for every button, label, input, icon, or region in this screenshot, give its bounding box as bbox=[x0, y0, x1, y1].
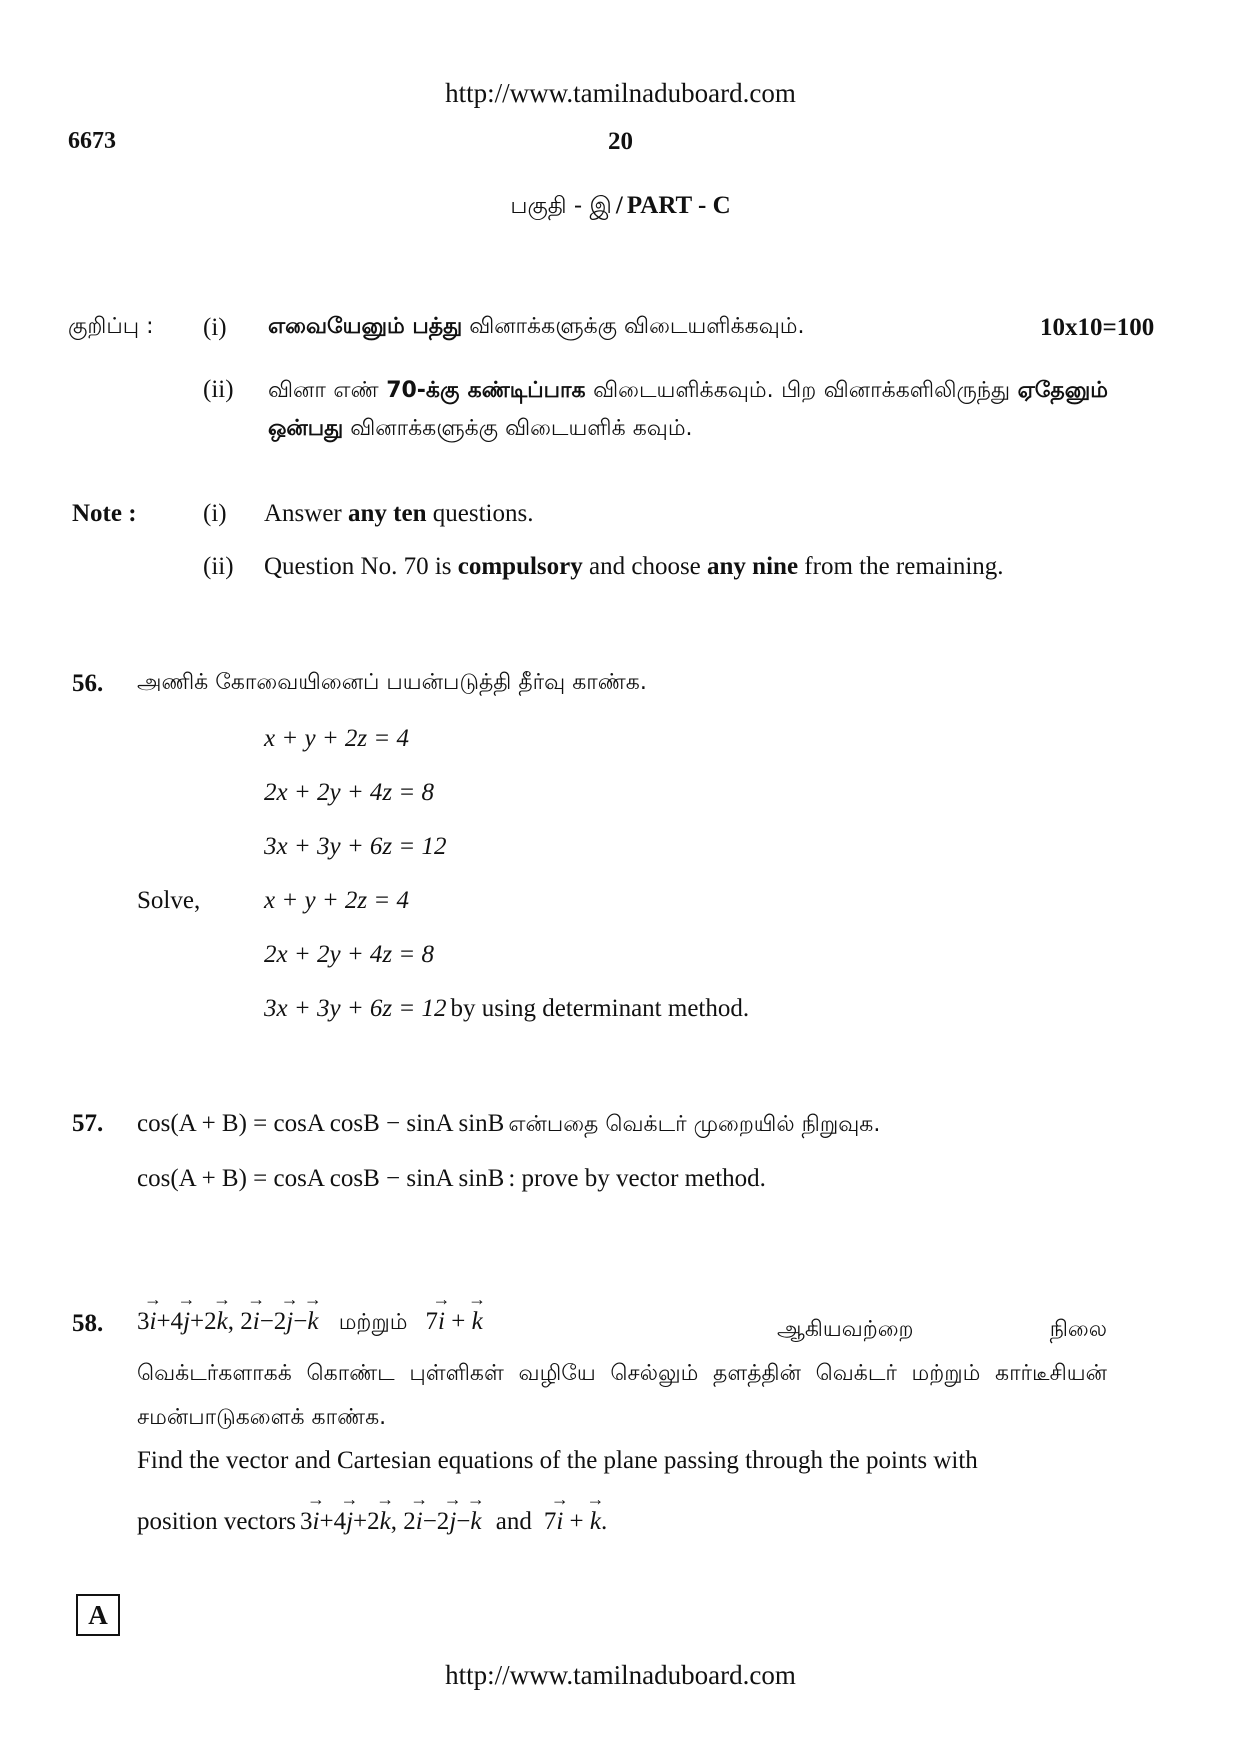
note-english-item2-bold1: compulsory bbox=[457, 553, 583, 580]
note-tamil-item1 bbox=[268, 314, 805, 342]
q56-tamil: அணிக் கோவையினைப் பயன்படுத்தி தீர்வு காண்க. bbox=[137, 670, 647, 695]
q58-t-c1: 7 bbox=[425, 1308, 438, 1335]
part-title-tamil: பகுதி - இ bbox=[510, 193, 612, 219]
q58-t-a1: 3 bbox=[137, 1308, 150, 1335]
note-tamil-item2-bold1: 70-க்கு கண்டிப்பாக bbox=[386, 378, 586, 403]
q58-e-b2: −2 bbox=[422, 1508, 450, 1535]
q58-vectors-english bbox=[300, 1508, 488, 1535]
q56-eq5: 2x + 2y + 4z = 8 bbox=[264, 941, 435, 968]
q58-t-k1: → k bbox=[217, 1308, 228, 1336]
q58-e-c1: 7 bbox=[543, 1508, 557, 1535]
q58-t-j2: → j bbox=[286, 1308, 293, 1336]
q56-eq6-line bbox=[264, 995, 749, 1023]
q58-t-b1: 2 bbox=[240, 1308, 253, 1335]
q58-e-a3: +2 bbox=[353, 1508, 380, 1535]
paper-code: 6673 bbox=[68, 128, 116, 154]
q58-t-i1: → i bbox=[150, 1308, 157, 1336]
q58-t-sep1: , bbox=[227, 1308, 234, 1335]
header-url: http://www.tamilnaduboard.com bbox=[445, 78, 796, 108]
q58-t-i2: → i bbox=[253, 1308, 260, 1336]
note-english-item2-t1: Question No. 70 is bbox=[264, 553, 452, 580]
q58-e-i3: → i bbox=[556, 1508, 563, 1536]
note-english-item2-t2: and choose bbox=[589, 553, 701, 580]
q58-english-line2 bbox=[137, 1508, 607, 1536]
part-title-english: PART - C bbox=[626, 192, 731, 219]
q58-e-k3: → k bbox=[590, 1508, 601, 1536]
note-tamil-num2: (ii) bbox=[203, 376, 234, 403]
q58-tamil-and: மற்றும் bbox=[338, 1310, 408, 1335]
q58-english-line1: Find the vector and Cartesian equations of the plane passing through the points with bbox=[137, 1447, 978, 1474]
q57-tamil: என்பதை வெக்டர் முறையில் நிறுவுக. bbox=[508, 1112, 881, 1137]
note-tamil-label: குறிப்பு : bbox=[68, 314, 154, 339]
note-tamil-item2-part1: வினா எண் bbox=[268, 378, 379, 403]
q57-formula: cos(A + B) = cosA cosB − sinA sinB bbox=[137, 1110, 505, 1137]
q56-eq2: 2x + 2y + 4z = 8 bbox=[264, 779, 435, 806]
q57-number: 57. bbox=[72, 1110, 104, 1137]
q58-t-b2: −2 bbox=[259, 1308, 287, 1335]
q58-e-a1: 3 bbox=[300, 1508, 313, 1535]
note-tamil-item2-part2: விடையளிக்கவும். பிற வினாக்களிலிருந்து bbox=[593, 378, 1011, 403]
q57-english: : prove by vector method. bbox=[508, 1165, 766, 1192]
q58-e-j2: → j bbox=[449, 1508, 456, 1536]
q58-e-sep1: , bbox=[390, 1508, 397, 1535]
q58-e-i2: → i bbox=[416, 1508, 423, 1536]
note-english-item1-bold: any ten bbox=[348, 500, 427, 527]
note-english-num2: (ii) bbox=[203, 553, 234, 580]
q58-t-i3: → i bbox=[438, 1308, 445, 1336]
q58-e-a2: +4 bbox=[319, 1508, 347, 1535]
q56-number: 56. bbox=[72, 670, 104, 697]
q57-line1 bbox=[137, 1110, 880, 1140]
note-english-label: Note : bbox=[72, 500, 137, 527]
page-number: 20 bbox=[608, 128, 633, 155]
marks-total: 10x10=100 bbox=[1040, 314, 1155, 341]
q56-eq3: 3x + 3y + 6z = 12 bbox=[264, 833, 447, 860]
q56-eq6-suffix: by using determinant method. bbox=[450, 995, 750, 1022]
note-tamil-item2-part3: வினாக்களுக்கு விடையளிக் கவும். bbox=[350, 416, 693, 441]
q58-number: 58. bbox=[72, 1310, 104, 1337]
q58-e-c2: + bbox=[569, 1508, 584, 1535]
part-title-sep: / bbox=[615, 192, 623, 219]
part-title bbox=[0, 192, 1241, 222]
q58-end-dot: . bbox=[601, 1508, 608, 1535]
q58-t-b3: − bbox=[293, 1308, 308, 1335]
q56-eq4: x + y + 2z = 4 bbox=[264, 887, 410, 914]
q58-t-j1: → j bbox=[183, 1308, 190, 1336]
q58-vector3-english bbox=[544, 1508, 601, 1535]
note-english-item2-t3: from the remaining. bbox=[804, 553, 1004, 580]
q58-e-b3: − bbox=[456, 1508, 471, 1535]
q58-tamil-text: ஆகியவற்றை நிலை வெக்டர்களாகக் கொண்ட புள்ளிகள் வழியே செல்லும் தளத்தின் வெக்டர் மற்றும் கார்டீசியன் சமன்பாடுகளைக் காண்க. bbox=[137, 1317, 1107, 1430]
q56-solve-label: Solve, bbox=[137, 887, 201, 914]
q58-english-and: and bbox=[495, 1508, 532, 1535]
q57-line2 bbox=[137, 1165, 766, 1193]
note-tamil-num1: (i) bbox=[203, 314, 227, 341]
q58-t-c2: + bbox=[451, 1308, 466, 1335]
q58-e-k1: → k bbox=[380, 1508, 391, 1536]
q58-e-j1: → j bbox=[346, 1508, 353, 1536]
footer-url: http://www.tamilnaduboard.com bbox=[445, 1660, 796, 1690]
q58-t-k3: → k bbox=[472, 1308, 483, 1336]
note-english-item2 bbox=[264, 553, 1004, 581]
q58-t-a3: +2 bbox=[190, 1308, 217, 1335]
q58-e-b1: 2 bbox=[403, 1508, 416, 1535]
note-tamil-item2-bold2: ஏதேனும் ஒன்பது bbox=[268, 378, 1108, 441]
note-english-num1: (i) bbox=[203, 500, 227, 527]
note-english-item1 bbox=[264, 500, 533, 528]
q58-english-pv: position vectors bbox=[137, 1508, 297, 1535]
q58-t-a2: +4 bbox=[156, 1308, 184, 1335]
q57-formula2: cos(A + B) = cosA cosB − sinA sinB bbox=[137, 1165, 505, 1192]
q58-e-k2: → k bbox=[470, 1508, 481, 1536]
note-english-item1-t1: Answer bbox=[264, 500, 342, 527]
note-tamil-item2 bbox=[268, 372, 1108, 448]
q56-eq1: x + y + 2z = 4 bbox=[264, 725, 410, 752]
q58-t-k2: → k bbox=[307, 1308, 318, 1336]
series-box: A bbox=[76, 1594, 120, 1636]
q58-e-i1: → i bbox=[313, 1508, 320, 1536]
note-tamil-item1-bold: எவையேனும் பத்து bbox=[268, 314, 463, 339]
note-tamil-item1-rest: வினாக்களுக்கு விடையளிக்கவும். bbox=[469, 314, 805, 339]
note-english-item1-t2: questions. bbox=[432, 500, 534, 527]
q56-eq6: 3x + 3y + 6z = 12 bbox=[264, 995, 447, 1022]
note-english-item2-bold2: any nine bbox=[707, 553, 799, 580]
